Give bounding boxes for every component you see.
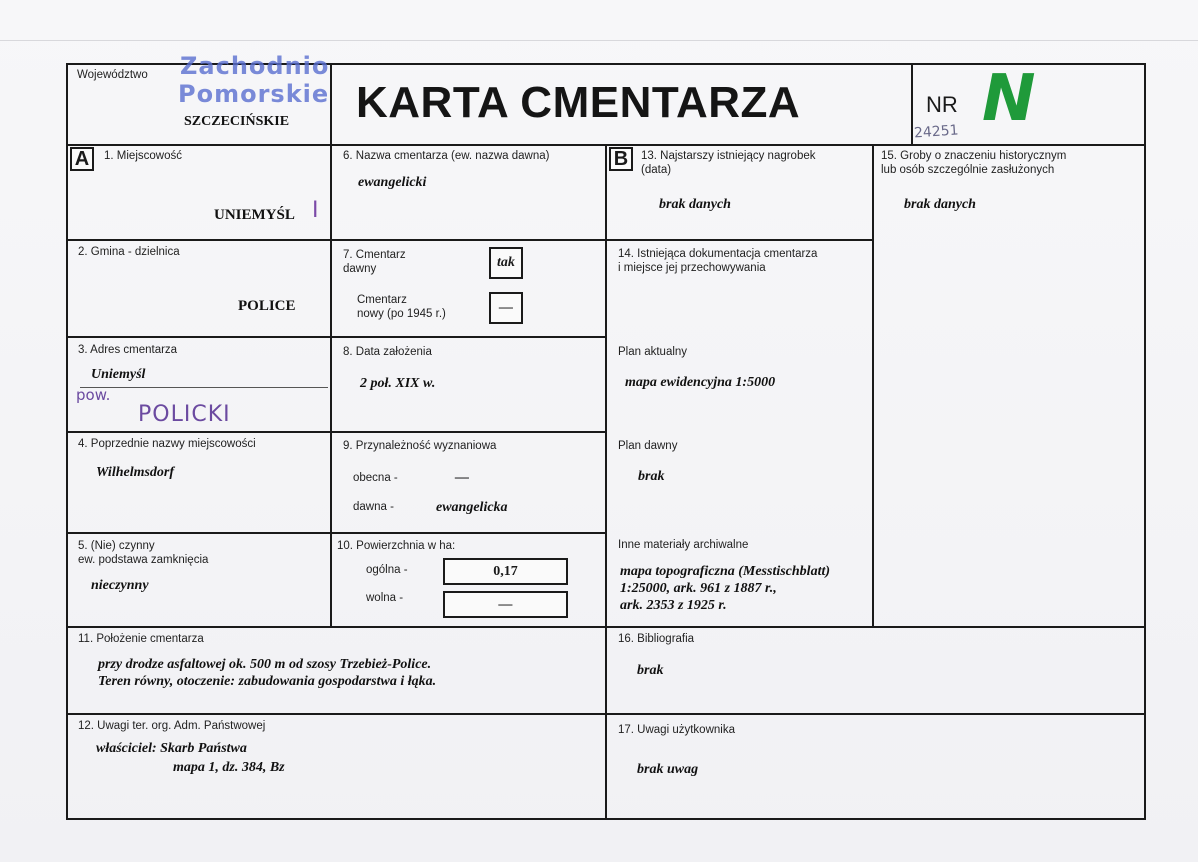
field-8-label: 8. Data założenia — [343, 346, 432, 358]
field-10-total-label: ogólna - — [366, 564, 408, 576]
field-2-label: 2. Gmina - dzielnica — [78, 246, 180, 258]
field-7-new-label: Cmentarz nowy (po 1945 r.) — [357, 294, 446, 320]
field-7-old-label: 7. Cmentarz dawny — [343, 249, 406, 275]
field-6-label: 6. Nazwa cmentarza (ew. nazwa dawna) — [343, 150, 550, 162]
field-17-value: brak uwag — [637, 762, 699, 777]
field-5-label: 5. (Nie) czynny ew. podstawa zamknięcia — [78, 540, 209, 566]
plan-old-label: Plan dawny — [618, 440, 678, 452]
header-col-divider-2 — [911, 64, 913, 145]
field-1-label: 1. Miejscowość — [104, 150, 182, 162]
plan-old-value: brak — [638, 469, 665, 484]
nr-handwritten-number: 24251 — [913, 122, 960, 142]
header-col-divider-1 — [330, 64, 332, 145]
field-4-value: Wilhelmsdorf — [96, 465, 175, 480]
field-10-free-box: — — [443, 591, 568, 618]
row-divider-4 — [67, 532, 606, 534]
field-3-handwritten-pow: pow. — [76, 386, 111, 404]
field-16-label: 16. Bibliografia — [618, 633, 695, 645]
card-title: KARTA CMENTARZA — [356, 78, 801, 127]
plan-current-value: mapa ewidencyjna 1:5000 — [625, 375, 776, 390]
other-materials-value: mapa topograficzna (Messtischblatt) 1:25000, ark. 961 z 1887 r., ark. 2353 z 1925 r. — [620, 564, 831, 613]
field-3-label: 3. Adres cmentarza — [78, 344, 178, 356]
field-13-value: brak danych — [659, 197, 731, 212]
voivodeship-stamp-line1: Zachodnio — [180, 52, 330, 80]
field-12-owner: właściciel: Skarb Państwa — [96, 741, 247, 756]
field-2-value: POLICE — [238, 298, 296, 314]
col-divider-b — [872, 144, 874, 626]
field-15-label: 15. Groby o znaczeniu historycznym lub osób szczególnie zasłużonych — [881, 150, 1067, 176]
field-12-label: 12. Uwagi ter. org. Adm. Państwowej — [78, 720, 266, 732]
field-12-parcel: mapa 1, dz. 384, Bz — [173, 760, 285, 775]
voivodeship-label: Województwo — [77, 69, 148, 81]
field-7-old-box: tak — [489, 247, 523, 279]
voivodeship-value: SZCZECIŃSKIE — [184, 114, 290, 129]
field-10-label: 10. Powierzchnia w ha: — [337, 540, 456, 552]
section-a-box: A — [70, 147, 94, 171]
row-divider-5 — [67, 626, 1145, 628]
field-11-label: 11. Położenie cmentarza — [78, 633, 204, 645]
field-4-label: 4. Poprzednie nazwy miejscowości — [78, 438, 256, 450]
field-14-label: 14. Istniejąca dokumentacja cmentarza i miejsce jej przechowywania — [618, 248, 818, 274]
field-9-current-value: — — [455, 470, 469, 485]
field-13-label: 13. Najstarszy istniejący nagrobek (data) — [641, 150, 816, 176]
field-6-value: ewangelicki — [358, 175, 427, 190]
field-11-value: przy drodze asfaltowej ok. 500 m od szosy Trzebież-Police. Teren równy, otoczenie: zabudowania gospodarstwa i łąka. — [98, 657, 437, 689]
field-3-value: Uniemyśl — [91, 367, 146, 382]
row-divider-6 — [67, 713, 1145, 715]
section-b-box: B — [609, 147, 633, 171]
field-10-free-label: wolna - — [366, 592, 404, 604]
paper-edge-line — [0, 40, 1198, 41]
field-17-label: 17. Uwagi użytkownika — [618, 724, 735, 736]
field-9-current-label: obecna - — [353, 472, 398, 484]
nr-green-mark: N — [982, 62, 1036, 136]
col-divider-mid — [605, 144, 607, 819]
field-10-total-box: 0,17 — [443, 558, 568, 585]
field-3-handwritten-county: POLICKI — [138, 402, 231, 427]
field-1-handwritten-numeral: I — [312, 198, 319, 223]
plan-current-label: Plan aktualny — [618, 346, 688, 358]
field-8-value: 2 poł. XIX w. — [360, 376, 436, 391]
voivodeship-stamp-line2: Pomorskie — [178, 80, 330, 108]
field-1-value: UNIEMYŚL — [214, 207, 295, 223]
col-divider-a — [330, 144, 332, 626]
address-underline — [80, 387, 328, 388]
row-divider-2 — [67, 336, 606, 338]
field-9-former-label: dawna - — [353, 501, 394, 513]
field-15-value: brak danych — [904, 197, 976, 212]
row-divider-3 — [67, 431, 606, 433]
nr-label: NR — [926, 92, 958, 117]
other-materials-label: Inne materiały archiwalne — [618, 539, 749, 551]
field-16-value: brak — [637, 663, 664, 678]
field-7-new-box: — — [489, 292, 523, 324]
field-9-label: 9. Przynależność wyznaniowa — [343, 440, 497, 452]
field-5-value: nieczynny — [91, 578, 149, 593]
row-divider-1 — [67, 239, 873, 241]
field-9-former-value: ewangelicka — [436, 500, 508, 515]
